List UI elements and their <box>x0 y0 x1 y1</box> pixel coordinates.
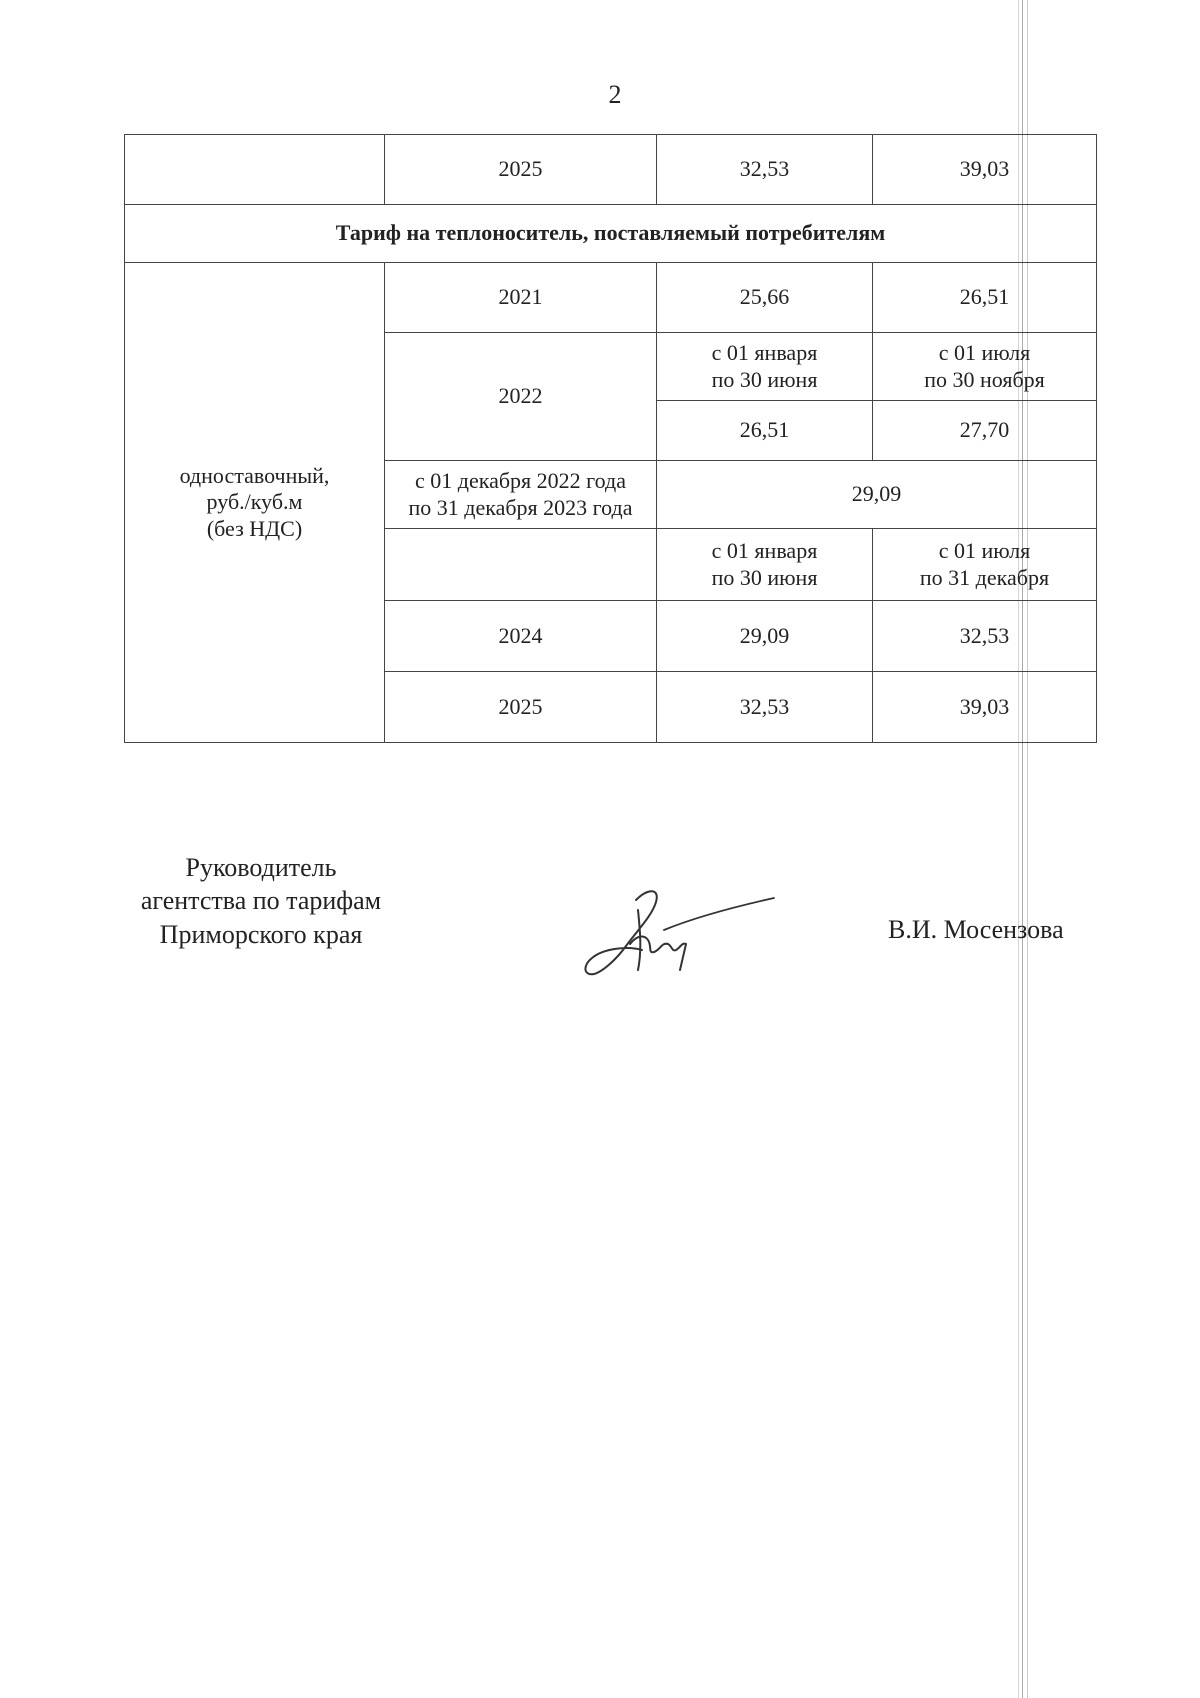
period-line: с 01 декабря 2022 года <box>415 468 626 494</box>
table-row-2025-top <box>125 135 1097 205</box>
table-cell-year: 2021 <box>385 263 657 333</box>
period-line: с 01 января <box>711 340 818 366</box>
table-cell-value: 39,03 <box>873 135 1097 205</box>
table-cell-value: 32,53 <box>873 601 1097 672</box>
signer-title-line: Приморского края <box>159 919 363 949</box>
table-cell-year: 2024 <box>385 601 657 672</box>
signer-name: В.И. Мосензова <box>888 915 1064 944</box>
period-line: по 31 декабря 2023 года <box>408 494 633 520</box>
table-cell-period <box>873 333 1097 401</box>
section-title: Тариф на теплоноситель, поставляемый потребителям <box>125 205 1097 263</box>
table-cell-empty <box>385 529 657 601</box>
table-cell-value: 26,51 <box>873 263 1097 333</box>
table-cell-value: 25,66 <box>657 263 873 333</box>
table-cell-empty <box>125 135 385 205</box>
table-cell-value: 32,53 <box>657 135 873 205</box>
period-line: по 31 декабря <box>919 564 1050 590</box>
table-row-2021 <box>125 263 1097 333</box>
table-section-row <box>125 205 1097 263</box>
period-line: по 30 ноября <box>924 366 1045 392</box>
handwritten-signature <box>578 880 778 990</box>
tariff-type-label <box>125 263 385 743</box>
table-cell-value: 27,70 <box>873 401 1097 461</box>
label-line: одноставочный, <box>179 462 330 488</box>
signer-title-line: агентства по тарифам <box>140 886 382 916</box>
table-cell-year: 2025 <box>385 672 657 743</box>
table-cell-value: 26,51 <box>657 401 873 461</box>
table-cell-period <box>657 333 873 401</box>
table-cell-period <box>873 529 1097 601</box>
period-line: с 01 июля <box>938 538 1031 564</box>
signer-title <box>131 851 391 951</box>
table-cell-value: 39,03 <box>873 672 1097 743</box>
period-line: по 30 июня <box>711 366 818 392</box>
period-line: с 01 июля <box>938 340 1031 366</box>
table-cell-value: 29,09 <box>657 601 873 672</box>
table-cell-value: 29,09 <box>657 461 1097 529</box>
table-cell-year: 2022 <box>385 333 657 461</box>
table-cell-period <box>657 529 873 601</box>
table-cell-value: 32,53 <box>657 672 873 743</box>
period-line: по 30 июня <box>711 564 818 590</box>
label-line: руб./куб.м <box>206 489 303 515</box>
label-line: (без НДС) <box>206 515 303 541</box>
table-cell-year: 2025 <box>385 135 657 205</box>
signer-title-line: Руководитель <box>185 853 337 882</box>
period-line: с 01 января <box>711 538 818 564</box>
table-cell-period <box>385 461 657 529</box>
page-number: 2 <box>608 80 622 109</box>
tariff-table <box>124 134 1097 743</box>
